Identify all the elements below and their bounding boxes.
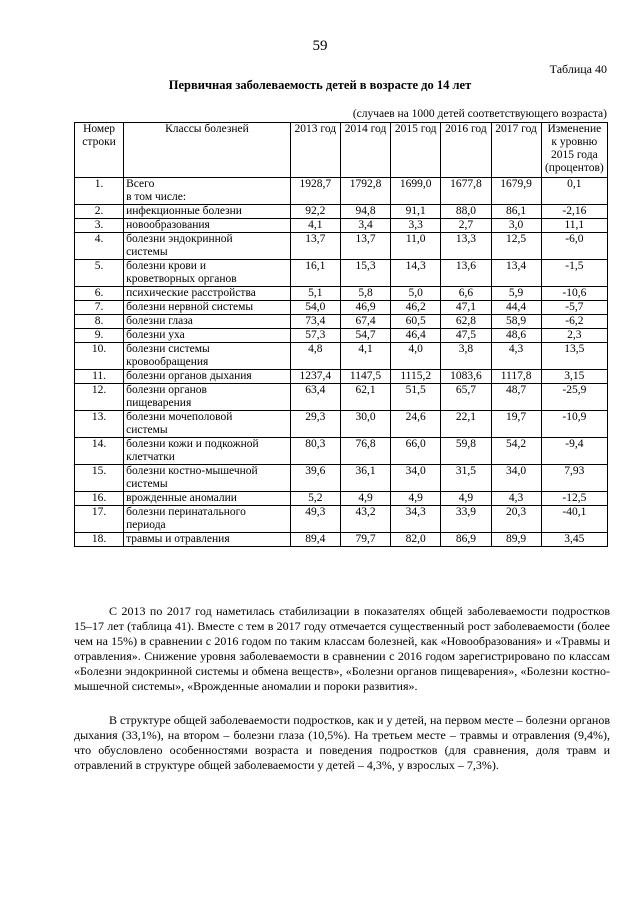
year-value: 58,9 — [491, 315, 541, 329]
row-number: 5. — [75, 260, 124, 287]
table-row — [75, 438, 608, 465]
year-value: 4,1 — [340, 343, 390, 370]
year-value: 46,4 — [391, 329, 441, 343]
change-value: 11,1 — [541, 219, 607, 233]
year-value: 39,6 — [290, 465, 340, 492]
table-row — [75, 178, 608, 205]
table-row — [75, 233, 608, 260]
change-value: 13,5 — [541, 343, 607, 370]
row-number: 1. — [75, 178, 124, 205]
table-row — [75, 219, 608, 233]
header-2015: 2015 год — [391, 123, 441, 178]
row-number: 14. — [75, 438, 124, 465]
row-number: 17. — [75, 506, 124, 533]
year-value: 47,1 — [441, 301, 491, 315]
year-value: 44,4 — [491, 301, 541, 315]
year-value: 13,6 — [441, 260, 491, 287]
disease-class: болезни уха — [124, 329, 291, 343]
table-row — [75, 301, 608, 315]
disease-class: болезни костно-мышечной системы — [124, 465, 291, 492]
disease-class: болезни нервной системы — [124, 301, 291, 315]
change-value: -10,9 — [541, 411, 607, 438]
page-number: 59 — [312, 38, 328, 54]
change-value: -6,0 — [541, 233, 607, 260]
year-value: 5,2 — [290, 492, 340, 506]
table-row — [75, 533, 608, 547]
table-row — [75, 370, 608, 384]
year-value: 33,9 — [441, 506, 491, 533]
table-row — [75, 205, 608, 219]
change-value: -6,2 — [541, 315, 607, 329]
year-value: 4,8 — [290, 343, 340, 370]
year-value: 4,9 — [340, 492, 390, 506]
year-value: 4,3 — [491, 492, 541, 506]
disease-class: болезни органов дыхания — [124, 370, 291, 384]
morbidity-table — [74, 122, 608, 547]
paragraph-1: С 2013 по 2017 год наметилась стабилизации в показателях общей заболеваемости подростков 15–17 лет (таблица 41). Вместе с тем в 2017 году отмечается существенный рост заболеваемости (более чем на 15%) в сравнении с 2016 годом по таким классам болезней, как «Новообразования» и «Травмы и отравления». Снижение уровня заболеваемости в сравнении с 2016 годом зарегистрировано по классам «Болезни эндокринной системы и обмена веществ», «Болезни органов пищеварения», «Болезни костно-мышечной системы», «Врожденные аномалии и пороки развития». — [74, 604, 610, 693]
year-value: 54,7 — [340, 329, 390, 343]
year-value: 4,9 — [441, 492, 491, 506]
year-value: 89,4 — [290, 533, 340, 547]
year-value: 19,7 — [491, 411, 541, 438]
disease-class: болезни крови и кроветворных органов — [124, 260, 291, 287]
header-2016: 2016 год — [441, 123, 491, 178]
year-value: 57,3 — [290, 329, 340, 343]
year-value: 5,0 — [391, 287, 441, 301]
year-value: 12,5 — [491, 233, 541, 260]
year-value: 24,6 — [391, 411, 441, 438]
year-value: 16,1 — [290, 260, 340, 287]
header-2013: 2013 год — [290, 123, 340, 178]
year-value: 30,0 — [340, 411, 390, 438]
year-value: 29,3 — [290, 411, 340, 438]
year-value: 62,8 — [441, 315, 491, 329]
disease-class: новообразования — [124, 219, 291, 233]
year-value: 76,8 — [340, 438, 390, 465]
table-row — [75, 343, 608, 370]
year-value: 54,2 — [491, 438, 541, 465]
year-value: 6,6 — [441, 287, 491, 301]
year-value: 49,3 — [290, 506, 340, 533]
row-number: 7. — [75, 301, 124, 315]
year-value: 73,4 — [290, 315, 340, 329]
table-row — [75, 492, 608, 506]
year-value: 80,3 — [290, 438, 340, 465]
year-value: 59,8 — [441, 438, 491, 465]
year-value: 91,1 — [391, 205, 441, 219]
year-value: 67,4 — [340, 315, 390, 329]
header-2014: 2014 год — [340, 123, 390, 178]
disease-class: болезни мочеполовой системы — [124, 411, 291, 438]
row-number: 4. — [75, 233, 124, 260]
change-value: -5,7 — [541, 301, 607, 315]
disease-class: травмы и отравления — [124, 533, 291, 547]
year-value: 47,5 — [441, 329, 491, 343]
year-value: 86,9 — [441, 533, 491, 547]
year-value: 4,3 — [491, 343, 541, 370]
year-value: 94,8 — [340, 205, 390, 219]
row-number: 18. — [75, 533, 124, 547]
year-value: 4,0 — [391, 343, 441, 370]
year-value: 31,5 — [441, 465, 491, 492]
row-number: 6. — [75, 287, 124, 301]
year-value: 14,3 — [391, 260, 441, 287]
change-value: -2,16 — [541, 205, 607, 219]
year-value: 63,4 — [290, 384, 340, 411]
disease-class: болезни глаза — [124, 315, 291, 329]
table-title: Первичная заболеваемость детей в возрасте до 14 лет — [168, 78, 472, 92]
row-number: 9. — [75, 329, 124, 343]
year-value: 46,9 — [340, 301, 390, 315]
table-row — [75, 260, 608, 287]
year-value: 4,9 — [391, 492, 441, 506]
year-value: 79,7 — [340, 533, 390, 547]
table-header-row — [75, 123, 608, 178]
year-value: 65,7 — [441, 384, 491, 411]
year-value: 13,7 — [290, 233, 340, 260]
year-value: 3,3 — [391, 219, 441, 233]
change-value: 7,93 — [541, 465, 607, 492]
table-row — [75, 384, 608, 411]
row-number: 16. — [75, 492, 124, 506]
paragraph-2: В структуре общей заболеваемости подростков, как и у детей, на первом месте – болезни органов дыхания (33,1%), на втором – болезни глаза (10,5%). На третьем месте – травмы и отравления (9,4%), что обусловлено особенностями возраста и поведения подростков (для сравнения, доля травм и отравлений в структуре общей заболеваемости у детей – 4,3%, у взрослых – 7,3%). — [74, 713, 610, 772]
year-value: 3,0 — [491, 219, 541, 233]
year-value: 13,7 — [340, 233, 390, 260]
year-value: 46,2 — [391, 301, 441, 315]
year-value: 20,3 — [491, 506, 541, 533]
year-value: 82,0 — [391, 533, 441, 547]
year-value: 34,0 — [391, 465, 441, 492]
table-note: (случаев на 1000 детей соответствующего возраста) — [352, 108, 607, 120]
change-value: -12,5 — [541, 492, 607, 506]
year-value: 1792,8 — [340, 178, 390, 205]
header-2017: 2017 год — [491, 123, 541, 178]
disease-class: Всего в том числе: — [124, 178, 291, 205]
row-number: 15. — [75, 465, 124, 492]
table-row — [75, 465, 608, 492]
year-value: 5,8 — [340, 287, 390, 301]
year-value: 3,8 — [441, 343, 491, 370]
year-value: 54,0 — [290, 301, 340, 315]
year-value: 13,3 — [441, 233, 491, 260]
year-value: 51,5 — [391, 384, 441, 411]
year-value: 34,0 — [491, 465, 541, 492]
year-value: 5,9 — [491, 287, 541, 301]
table-label: Таблица 40 — [549, 62, 607, 76]
disease-class: врожденные аномалии — [124, 492, 291, 506]
disease-class: болезни перинатального периода — [124, 506, 291, 533]
year-value: 1699,0 — [391, 178, 441, 205]
header-row-number: Номер строки — [75, 123, 124, 178]
row-number: 13. — [75, 411, 124, 438]
year-value: 89,9 — [491, 533, 541, 547]
year-value: 1115,2 — [391, 370, 441, 384]
year-value: 1677,8 — [441, 178, 491, 205]
year-value: 48,7 — [491, 384, 541, 411]
row-number: 12. — [75, 384, 124, 411]
change-value: -25,9 — [541, 384, 607, 411]
year-value: 1237,4 — [290, 370, 340, 384]
year-value: 4,1 — [290, 219, 340, 233]
year-value: 36,1 — [340, 465, 390, 492]
disease-class: болезни органов пищеварения — [124, 384, 291, 411]
row-number: 8. — [75, 315, 124, 329]
change-value: 3,15 — [541, 370, 607, 384]
year-value: 1679,9 — [491, 178, 541, 205]
disease-class: инфекционные болезни — [124, 205, 291, 219]
year-value: 86,1 — [491, 205, 541, 219]
year-value: 1083,6 — [441, 370, 491, 384]
row-number: 3. — [75, 219, 124, 233]
disease-class: болезни кожи и подкожной клетчатки — [124, 438, 291, 465]
year-value: 1147,5 — [340, 370, 390, 384]
year-value: 2,7 — [441, 219, 491, 233]
year-value: 15,3 — [340, 260, 390, 287]
header-disease-class: Классы болезней — [124, 123, 291, 178]
change-value: -9,4 — [541, 438, 607, 465]
year-value: 22,1 — [441, 411, 491, 438]
year-value: 60,5 — [391, 315, 441, 329]
year-value: 34,3 — [391, 506, 441, 533]
year-value: 88,0 — [441, 205, 491, 219]
table-row — [75, 329, 608, 343]
disease-class: болезни эндокринной системы — [124, 233, 291, 260]
change-value: -10,6 — [541, 287, 607, 301]
year-value: 13,4 — [491, 260, 541, 287]
change-value: -1,5 — [541, 260, 607, 287]
year-value: 5,1 — [290, 287, 340, 301]
year-value: 43,2 — [340, 506, 390, 533]
year-value: 11,0 — [391, 233, 441, 260]
disease-class: психические расстройства — [124, 287, 291, 301]
year-value: 66,0 — [391, 438, 441, 465]
year-value: 3,4 — [340, 219, 390, 233]
table-row — [75, 411, 608, 438]
year-value: 48,6 — [491, 329, 541, 343]
table-row — [75, 315, 608, 329]
header-change: Изменение к уровню 2015 года (процентов) — [541, 123, 607, 178]
change-value: 0,1 — [541, 178, 607, 205]
year-value: 62,1 — [340, 384, 390, 411]
disease-class: болезни системы кровообращения — [124, 343, 291, 370]
change-value: -40,1 — [541, 506, 607, 533]
year-value: 1117,8 — [491, 370, 541, 384]
row-number: 11. — [75, 370, 124, 384]
change-value: 3,45 — [541, 533, 607, 547]
row-number: 2. — [75, 205, 124, 219]
table-row — [75, 287, 608, 301]
change-value: 2,3 — [541, 329, 607, 343]
year-value: 92,2 — [290, 205, 340, 219]
table-row — [75, 506, 608, 533]
year-value: 1928,7 — [290, 178, 340, 205]
row-number: 10. — [75, 343, 124, 370]
